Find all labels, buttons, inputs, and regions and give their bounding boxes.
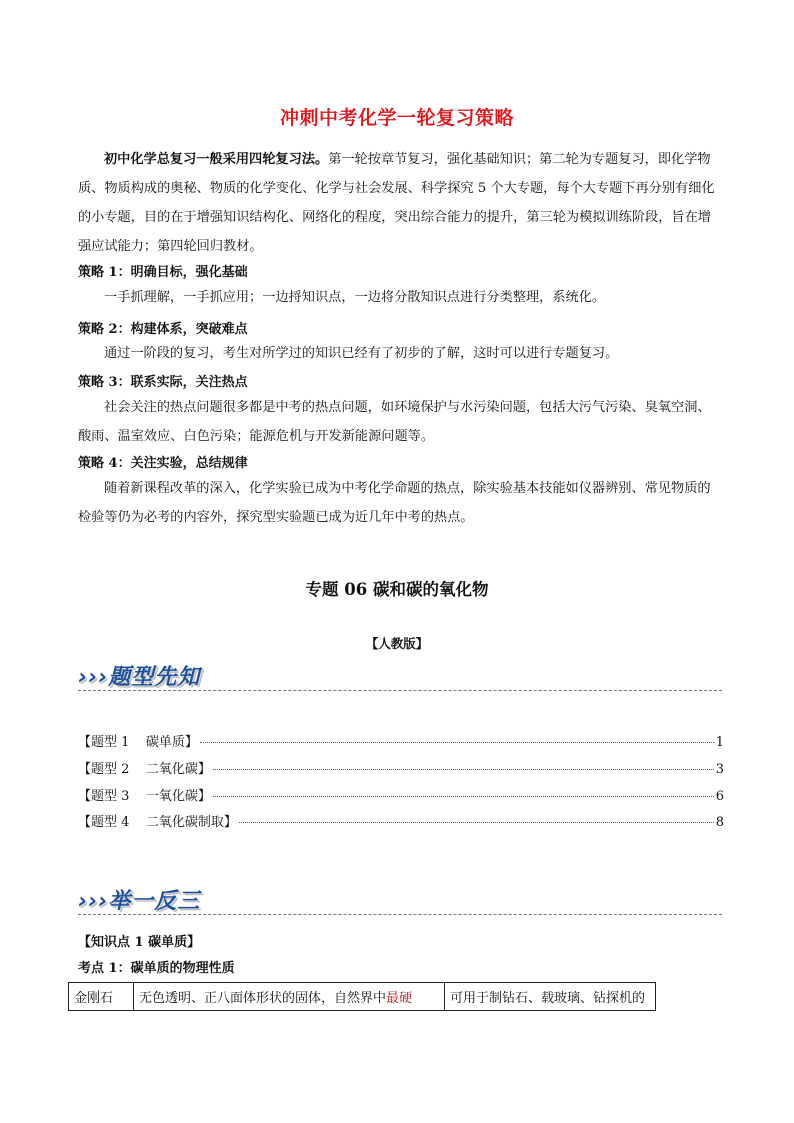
- table-cell-property: [134, 983, 445, 1011]
- banner-question-types: ›››题型先知: [78, 665, 201, 690]
- strategy-body: 社会关注的热点问题很多都是中考的热点问题，如环境保护与水污染问题，包括大污气污染、臭氧空洞、酸雨、温室效应、白色污染；能源危机与开发新能源问题等。: [78, 400, 711, 444]
- knowledge-point-heading: 【知识点 1 碳单质】: [78, 935, 201, 950]
- toc-entry[interactable]: [78, 785, 724, 804]
- property-highlight: 最硬: [386, 991, 413, 1006]
- toc-entry-label: 【题型 3 一氧化碳】: [78, 789, 211, 804]
- strategy-heading: 策略 2：构建体系，突破难点: [78, 322, 248, 337]
- toc-leader-dots: [200, 742, 714, 743]
- toc-entry-label: 【题型 4 二氧化碳制取】: [78, 815, 237, 830]
- toc-leader-dots: [213, 769, 714, 770]
- edition-label: 【人教版】: [365, 636, 429, 651]
- intro-text: 第一轮按章节复习，强化基础知识；第二轮为专题复习，即化学物质、物质构成的奥秘、物质的化学变化、化学与社会发展、科学探究 5 个大专题，每个大专题下再分别有细化的小专题，目的在于增强知识结构化、网络化的程度，突出综合能力的提升，第三轮为模拟训练阶段，旨在增强应试能力；第四轮回归教材。: [78, 152, 715, 254]
- toc-entry[interactable]: [78, 811, 724, 830]
- property-text: 无色透明、正八面体形状的固体，自然界中: [139, 991, 387, 1006]
- toc-entry-page: 3: [715, 762, 724, 777]
- toc-entry-page: 1: [715, 735, 724, 750]
- toc-entry-page: 8: [715, 815, 724, 830]
- strategy-heading: 策略 3：联系实际，关注热点: [78, 375, 248, 390]
- strategy-body: 通过一阶段的复习，考生对所学过的知识已经有了初步的了解，这时可以进行专题复习。: [104, 346, 619, 361]
- divider: [78, 914, 722, 915]
- section-title: 专题 06 碳和碳的氧化物: [305, 580, 489, 599]
- table-cell-use: 可用于制钻石、载玻璃、钻探机的: [445, 983, 656, 1011]
- page-title: 冲刺中考化学一轮复习策略: [279, 107, 514, 129]
- divider: [78, 690, 722, 691]
- toc-entry[interactable]: [78, 731, 724, 750]
- strategy-heading: 策略 4：关注实验，总结规律: [78, 456, 248, 471]
- intro-lead: 初中化学总复习一般采用四轮复习法。: [104, 152, 329, 167]
- strategy-body: 一手抓理解，一手抓应用；一边捋知识点，一边将分散知识点进行分类整理，系统化。: [104, 290, 606, 305]
- table-cell-name: 金刚石: [69, 983, 134, 1011]
- table-row: [69, 983, 656, 1011]
- intro-paragraph: [78, 145, 722, 261]
- toc-entry-label: 【题型 2 二氧化碳】: [78, 762, 211, 777]
- test-point-heading: 考点 1：碳单质的物理性质: [78, 961, 235, 976]
- properties-table: [68, 982, 656, 1011]
- toc-leader-dots: [213, 796, 714, 797]
- toc-entry[interactable]: [78, 758, 724, 777]
- toc-entry-label: 【题型 1 碳单质】: [78, 735, 198, 750]
- toc-leader-dots: [239, 822, 714, 823]
- banner-practice: ›››举一反三: [78, 889, 201, 914]
- strategy-heading: 策略 1：明确目标，强化基础: [78, 265, 248, 280]
- toc-entry-page: 6: [715, 789, 724, 804]
- strategy-body: 随着新课程改革的深入，化学实验已成为中考化学命题的热点，除实验基本技能如仪器辨别、常见物质的检验等仍为必考的内容外，探究型实验题已成为近几年中考的热点。: [78, 481, 711, 525]
